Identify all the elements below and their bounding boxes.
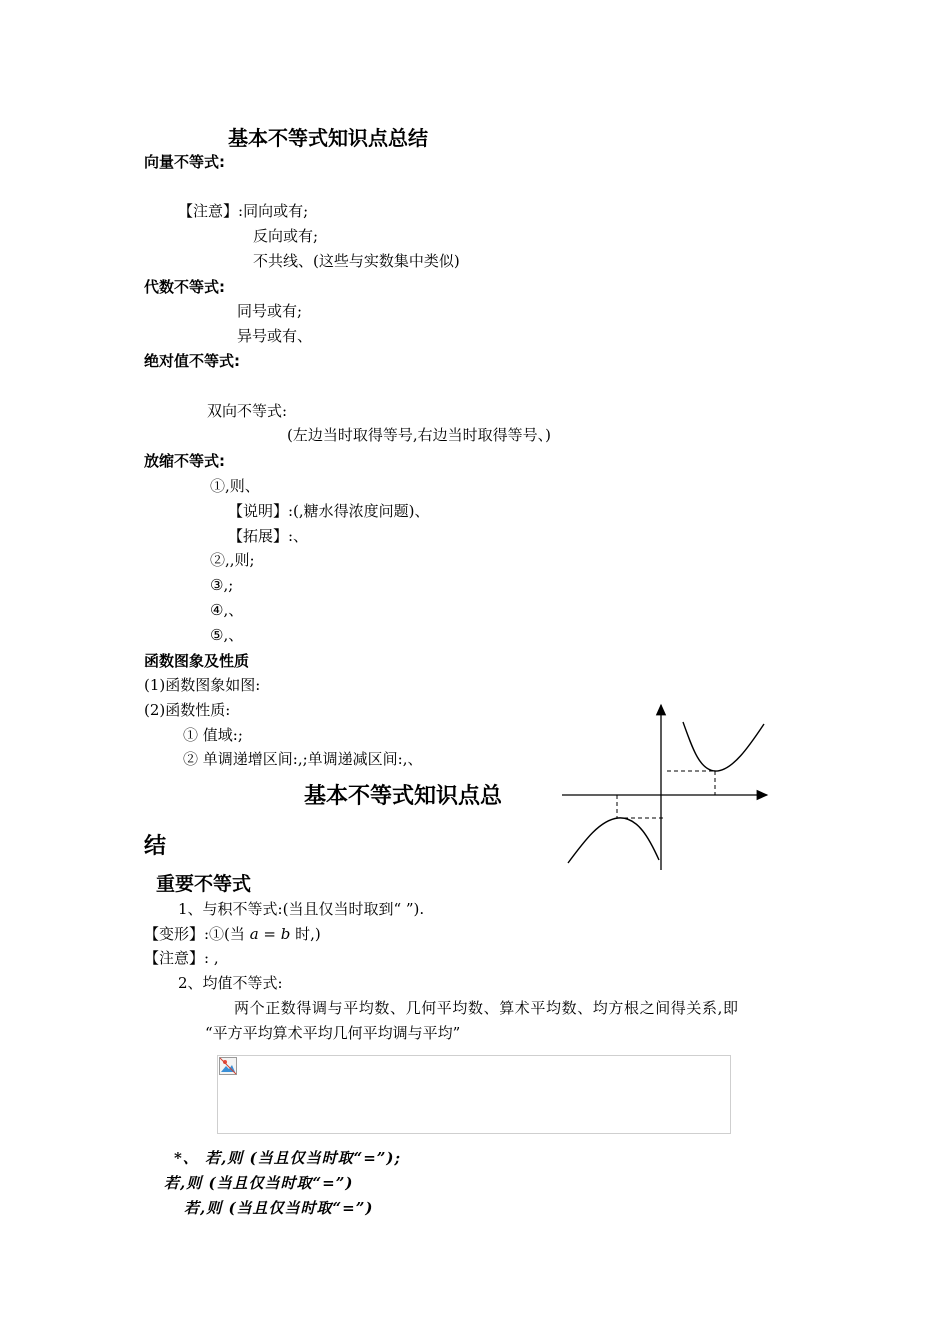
footer-line2: 若,则 (当且仅当时取“=”) xyxy=(164,1174,354,1192)
absolute-line1: 双向不等式: xyxy=(207,402,288,420)
note-label: 【注意】 xyxy=(178,202,239,220)
var-a: a xyxy=(249,925,259,943)
algebra-line2: 异号或有、 xyxy=(237,327,313,345)
formula-image-placeholder xyxy=(217,1055,731,1134)
variant-prefix: 【变形】:①(当 xyxy=(144,925,250,943)
var-b: b xyxy=(280,925,291,943)
absolute-line2: (左边当时取得等号,右边当时取得等号、) xyxy=(287,426,551,444)
scaling-item5: ⑤,、 xyxy=(210,626,244,644)
equals: = xyxy=(258,925,281,943)
curve-left-branch xyxy=(568,818,659,863)
algebra-heading: 代数不等式: xyxy=(144,278,225,296)
absolute-heading: 绝对值不等式: xyxy=(144,352,240,370)
important-line2 xyxy=(144,924,321,944)
scaling-item3: ③,; xyxy=(210,576,234,594)
title2-part1: 基本不等式知识点总 xyxy=(304,784,503,809)
important-line4: 2、均值不等式: xyxy=(178,974,283,992)
important-line6: “平方平均算术平均几何平均调与平均” xyxy=(205,1024,461,1042)
scaling-explain: 【说明】:(,糖水得浓度问题)、 xyxy=(228,502,430,520)
important-line5: 两个正数得调与平均数、几何平均数、算术平均数、均方根之间得关系,即 xyxy=(234,999,739,1017)
important-heading: 重要不等式 xyxy=(156,873,252,895)
scaling-heading: 放缩不等式: xyxy=(144,452,225,470)
vector-heading: 向量不等式: xyxy=(144,153,225,171)
footer-line3: 若,则 (当且仅当时取“=”) xyxy=(184,1199,374,1217)
variant-suffix: 时,) xyxy=(290,925,321,943)
important-line3: 【注意】: , xyxy=(144,949,219,967)
function-range: ① 值域:; xyxy=(183,726,243,744)
vector-note2: 反向或有; xyxy=(253,227,319,245)
scaling-item2: ②,,则; xyxy=(210,551,255,569)
title2-part2: 结 xyxy=(144,834,167,859)
important-line1: 1、与积不等式:(当且仅当时取到“ ”). xyxy=(178,900,425,918)
scaling-item1: ①,则、 xyxy=(210,477,260,495)
page-title: 基本不等式知识点总结 xyxy=(228,126,428,150)
algebra-line1: 同号或有; xyxy=(237,302,303,320)
curve-right-branch xyxy=(683,722,764,771)
footer-line1: *、 若,则 (当且仅当时取“=”); xyxy=(174,1149,402,1167)
function-heading: 函数图象及性质 xyxy=(144,652,250,670)
scaling-extend: 【拓展】:、 xyxy=(228,527,309,545)
broken-image-icon xyxy=(219,1057,237,1075)
function-monotonic: ② 单调递增区间:,;单调递减区间:,、 xyxy=(183,750,423,768)
vector-note-line1 xyxy=(178,201,308,221)
function-p1: (1)函数图象如图: xyxy=(144,676,261,694)
scaling-item4: ④,、 xyxy=(210,601,244,619)
function-graph xyxy=(560,700,775,875)
vector-note3: 不共线、(这些与实数集中类似) xyxy=(253,252,460,270)
vector-note1: :同向或有; xyxy=(238,202,309,220)
function-p2: (2)函数性质: xyxy=(144,701,231,719)
